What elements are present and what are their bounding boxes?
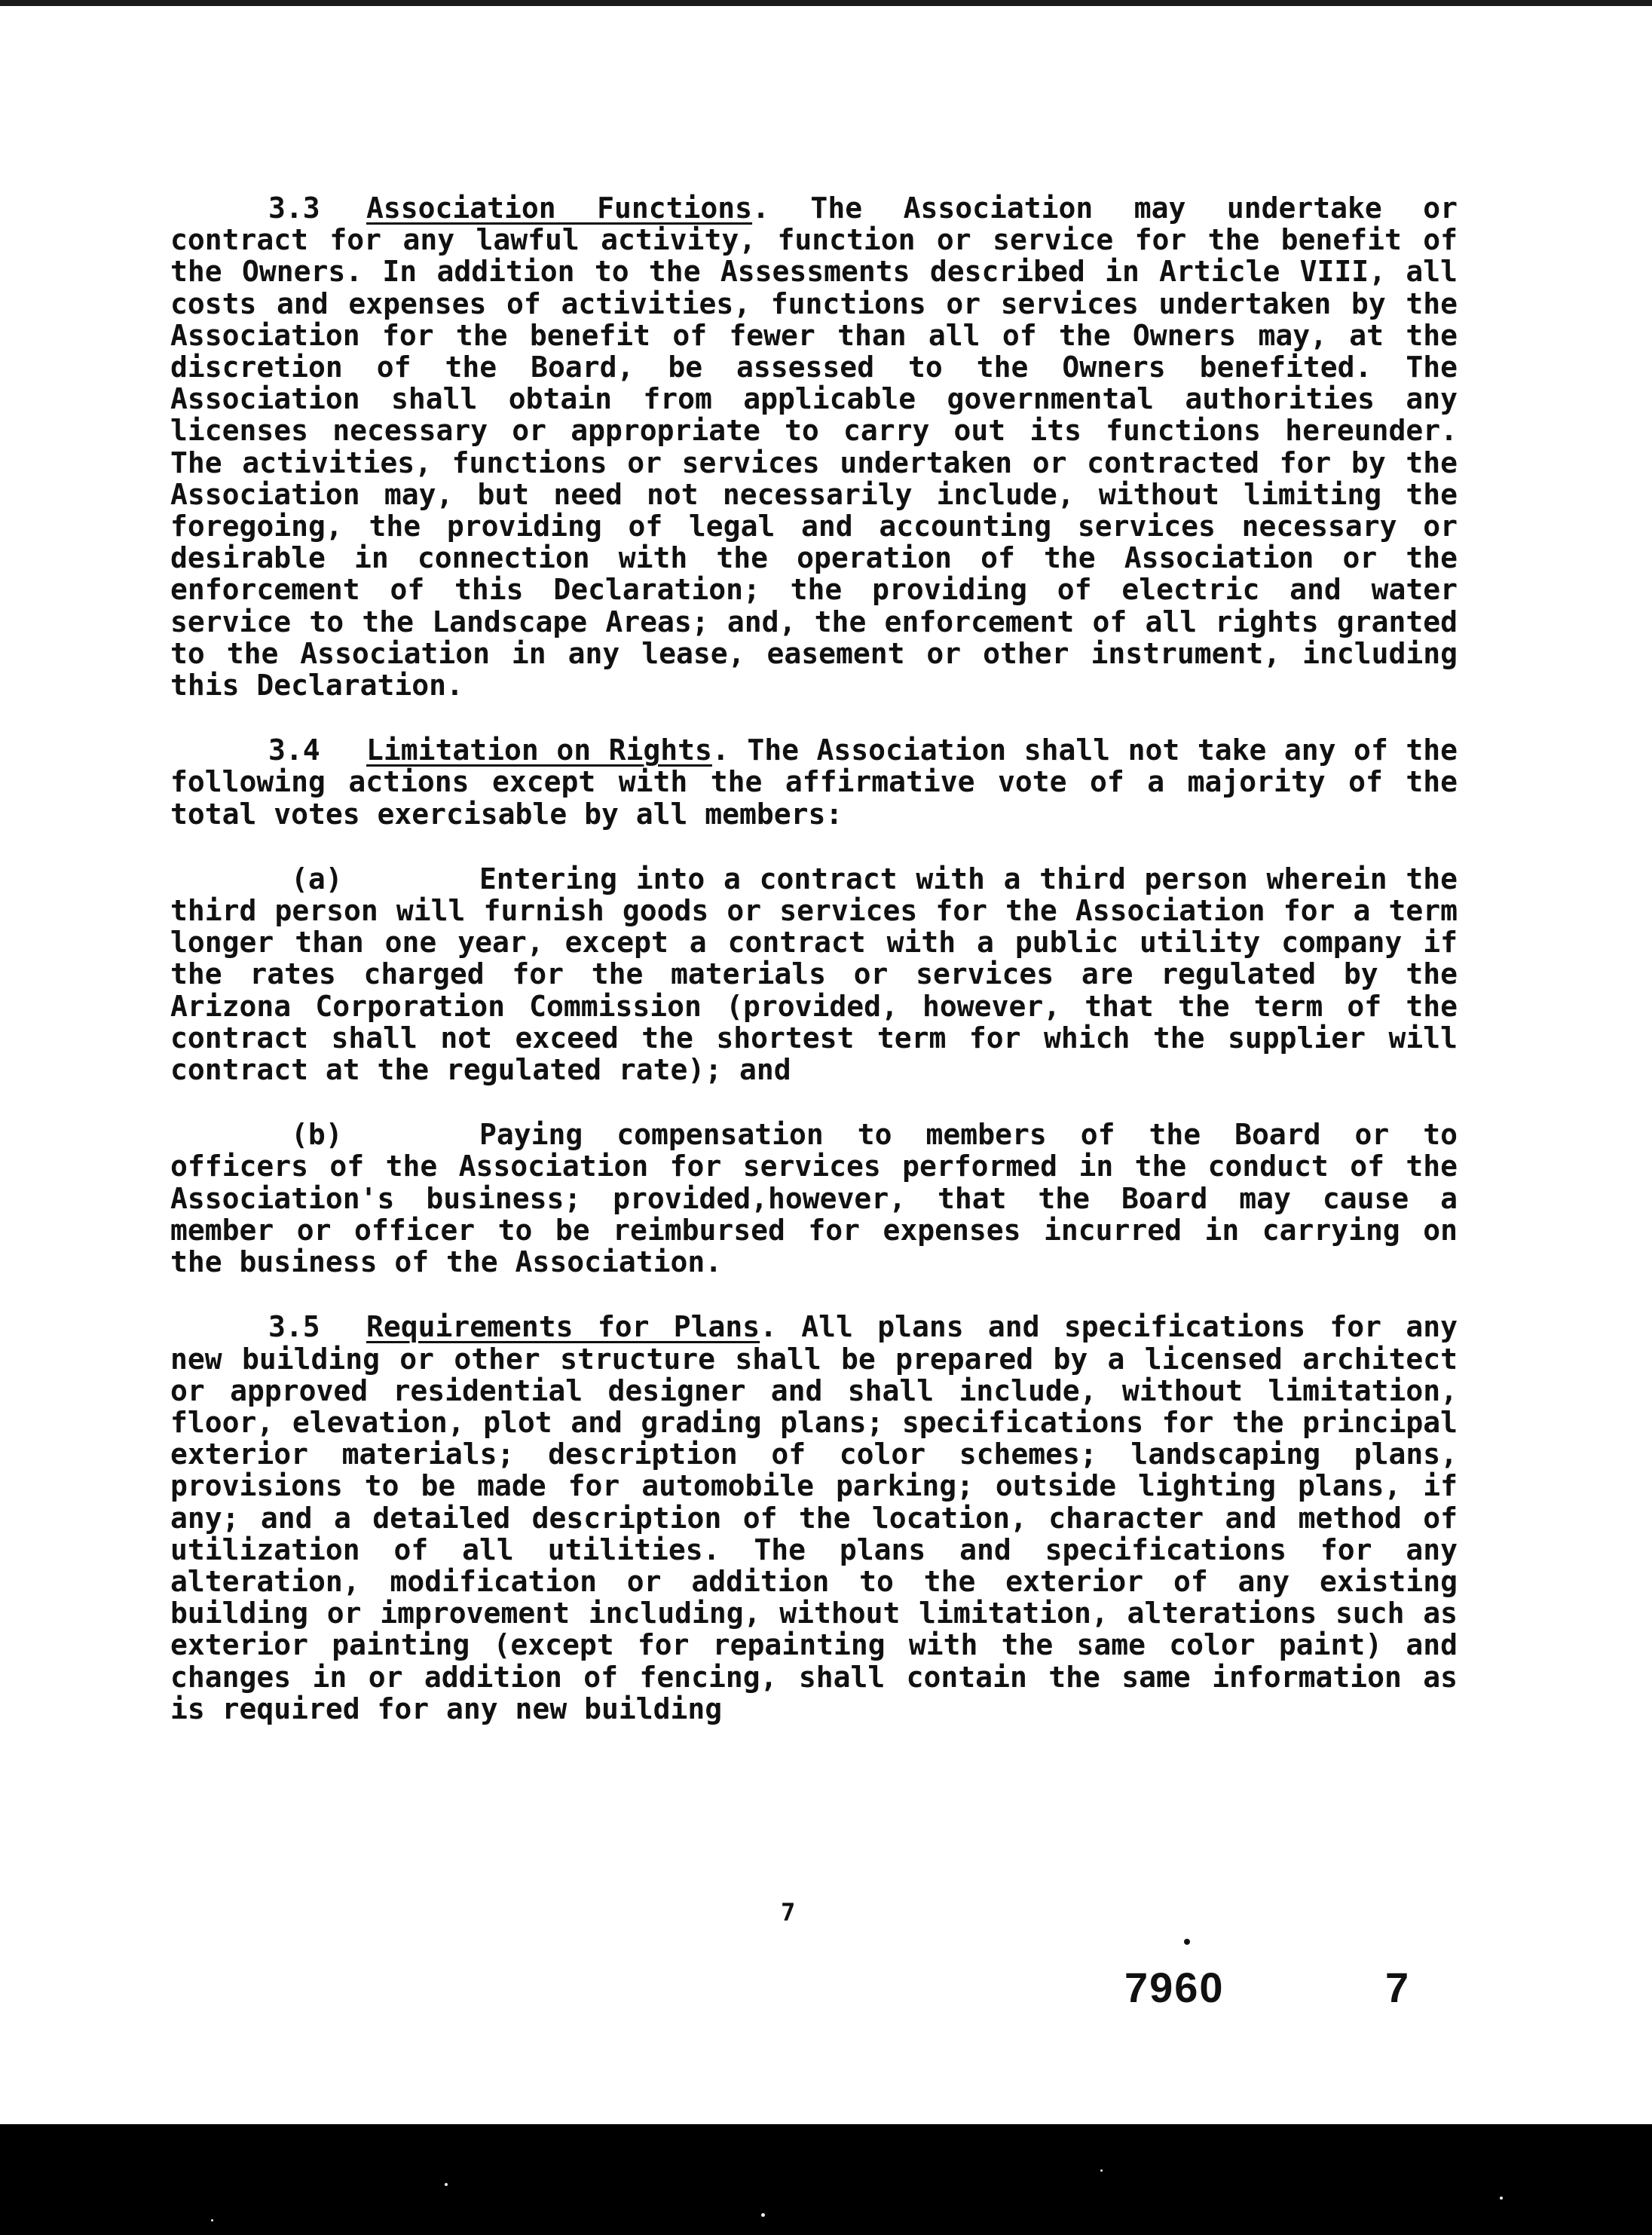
- section-3-4-paragraph: [170, 734, 1458, 830]
- stamp-mark: [1184, 1939, 1190, 1945]
- section-3-5-paragraph: [170, 1311, 1458, 1725]
- section-3-5-body: . All plans and specifications for any new building or other structure shall be prepared by a licensed architect or approved residential designer and shall include, without limitation, floor, elevation, plot and grading plans; specifications for the principal exterior materials; description of color schemes; landscaping plans, provisions to be made for automobile parking; outside lighting plans, if any; and a detailed description of the location, character and method of utilization of all utilities. The plans and specifications for any alteration, modification or addition to the exterior of any existing building or improvement including, without limitation, alterations such as exterior painting (except for repainting with the same color paint) and changes in or addition of fencing, shall contain the same information as is required for any new building: [170, 1310, 1458, 1725]
- section-3-4-body: . The Association shall not take any of the following actions except with the affirmative vote of a majority of the total votes exercisable by all members:: [170, 733, 1458, 831]
- item-b-label: (b): [291, 1118, 343, 1152]
- item-b-text: Paying compensation to members of the Board or to officers of the Association for services performed in the conduct of the Association's business; provided,however, that the Board may cause a member or officer to be reimbursed for expenses incurred in carrying on the business of the Association.: [170, 1118, 1458, 1279]
- document-body: [170, 192, 1458, 1758]
- section-3-5-heading: Requirements for Plans: [366, 1310, 760, 1344]
- section-3-3-paragraph: [170, 192, 1458, 701]
- scan-speck: [1500, 2197, 1503, 2200]
- section-3-4-item-b: [170, 1119, 1458, 1278]
- item-a-label: (a): [291, 862, 343, 896]
- section-3-4-heading: Limitation on Rights: [366, 733, 712, 767]
- section-3-4-number: 3.4: [268, 733, 320, 767]
- scan-speck: [1100, 2169, 1103, 2172]
- document-stamp-number: 7960: [1124, 1964, 1225, 2011]
- section-3-3-heading: Association Functions: [366, 191, 753, 225]
- section-3-4-item-a: [170, 863, 1458, 1085]
- scan-bottom-band: [0, 2124, 1652, 2235]
- scan-speck: [211, 2219, 213, 2221]
- scan-top-edge: [0, 0, 1652, 6]
- document-stamp-page: 7: [1385, 1964, 1409, 2011]
- section-3-5-number: 3.5: [268, 1310, 320, 1344]
- scan-speck: [761, 2213, 765, 2217]
- section-3-3-body: . The Association may undertake or contract for any lawful activity, function or service for the benefit of the Owners. In addition to the Assessments described in Article VIII, all costs and expenses of activities, functions or services undertaken by the Association for the benefit of fewer than all of the Owners may, at the discretion of the Board, be assessed to the Owners benefited. The Association shall obtain from applicable governmental authorities any licenses necessary or appropriate to carry out its functions hereunder. The activities, functions or services undertaken or contracted for by the Association may, but need not necessarily include, without limiting the foregoing, the providing of legal and accounting services necessary or desirable in connection with the operation of the Association or the enforcement of this Declaration; the providing of electric and water service to the Landscape Areas; and, the enforcement of all rights granted to the Association in any lease, easement or other instrument, including this Declaration.: [170, 191, 1458, 703]
- scan-speck: [445, 2183, 448, 2186]
- page-number: 7: [781, 1898, 796, 1927]
- section-3-3-number: 3.3: [268, 191, 320, 225]
- item-a-text: Entering into a contract with a third person wherein the third person will furnish goods or services for the Association for a term longer than one year, except a contract with a public utility company if the rates charged for the materials or services are regulated by the Arizona Corporation Commission (provided, however, that the term of the contract shall not exceed the shortest term for which the supplier will contract at the regulated rate); and: [170, 862, 1458, 1087]
